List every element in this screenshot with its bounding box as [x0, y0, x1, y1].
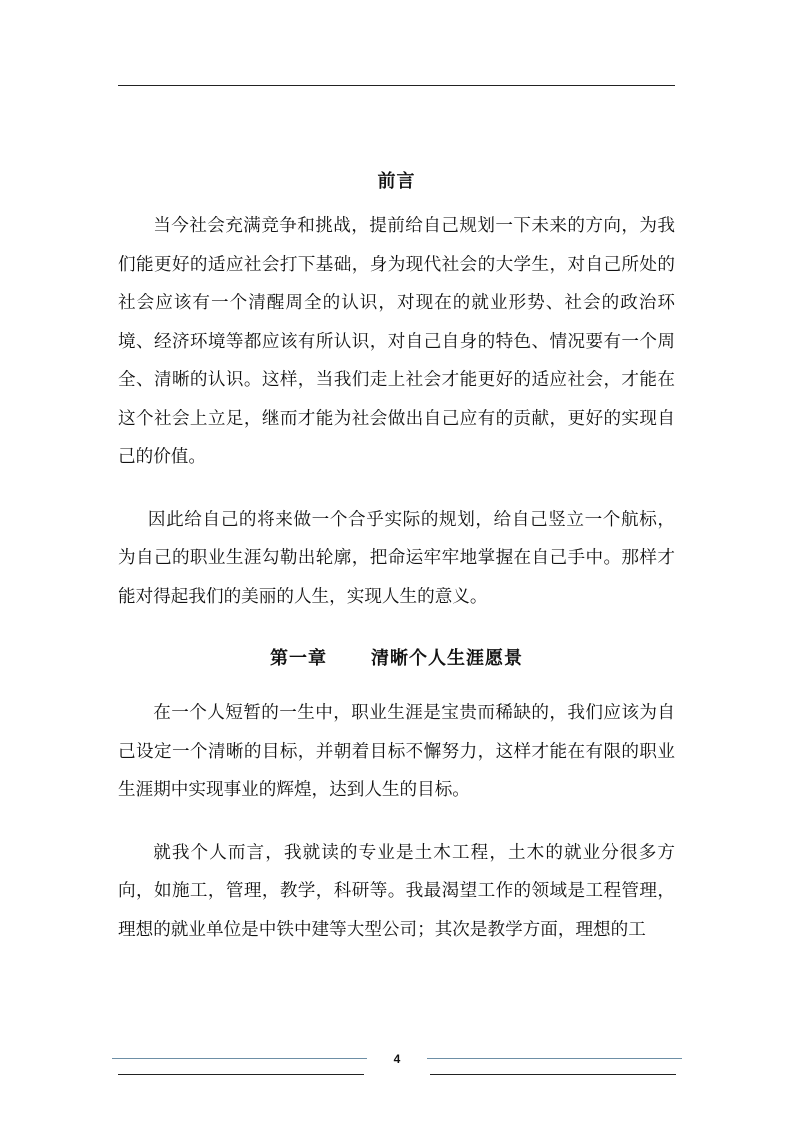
preface-paragraph-1: 当今社会充满竞争和挑战，提前给自己规划一下未来的方向，为我们能更好的适应社会打下基础，身为现代社会的大学生，对自己所处的社会应该有一个清醒周全的认识，对现在的就业形势、社会的政治环境、经济环境等都应该有所认识，对自己自身的特色、情况要有一个周全、清晰的认识。这样，当我们走上社会才能更好的适应社会，才能在这个社会上立足，继而才能为社会做出自己应有的贡献，更好的实现自己的价值。	[118, 216, 675, 467]
chapter-heading	[118, 642, 675, 676]
page-body	[118, 165, 675, 949]
preface-heading: 前言	[377, 171, 416, 192]
page-number: 4	[393, 1052, 401, 1066]
footer-rule-top-left	[112, 1058, 367, 1059]
preface-paragraph-2: 因此给自己的将来做一个合乎实际的规划，给自己竖立一个航标，为自己的职业生涯勾勒出轮廓，把命运牢牢地掌握在自己手中。那样才能对得起我们的美丽的人生，实现人生的意义。	[118, 509, 675, 607]
chapter-title: 清晰个人生涯愿景	[371, 648, 523, 669]
header-rule	[118, 85, 675, 86]
chapter-number: 第一章	[270, 648, 327, 669]
footer-rule-bottom-left	[118, 1074, 364, 1075]
footer-rule-bottom-right	[430, 1074, 676, 1075]
chapter-paragraph-2: 就我个人而言，我就读的专业是土木工程，土木的就业分很多方向，如施工，管理，教学，科研等。我最渴望工作的领域是工程管理，理想的就业单位是中铁中建等大型公司；其次是教学方面，理想的工	[118, 842, 675, 940]
chapter-paragraph-1: 在一个人短暂的一生中，职业生涯是宝贵而稀缺的，我们应该为自己设定一个清晰的目标，并朝着目标不懈努力，这样才能在有限的职业生涯期中实现事业的辉煌，达到人生的目标。	[118, 703, 675, 800]
footer-rule-top-right	[427, 1058, 682, 1059]
page-footer	[112, 1048, 682, 1088]
